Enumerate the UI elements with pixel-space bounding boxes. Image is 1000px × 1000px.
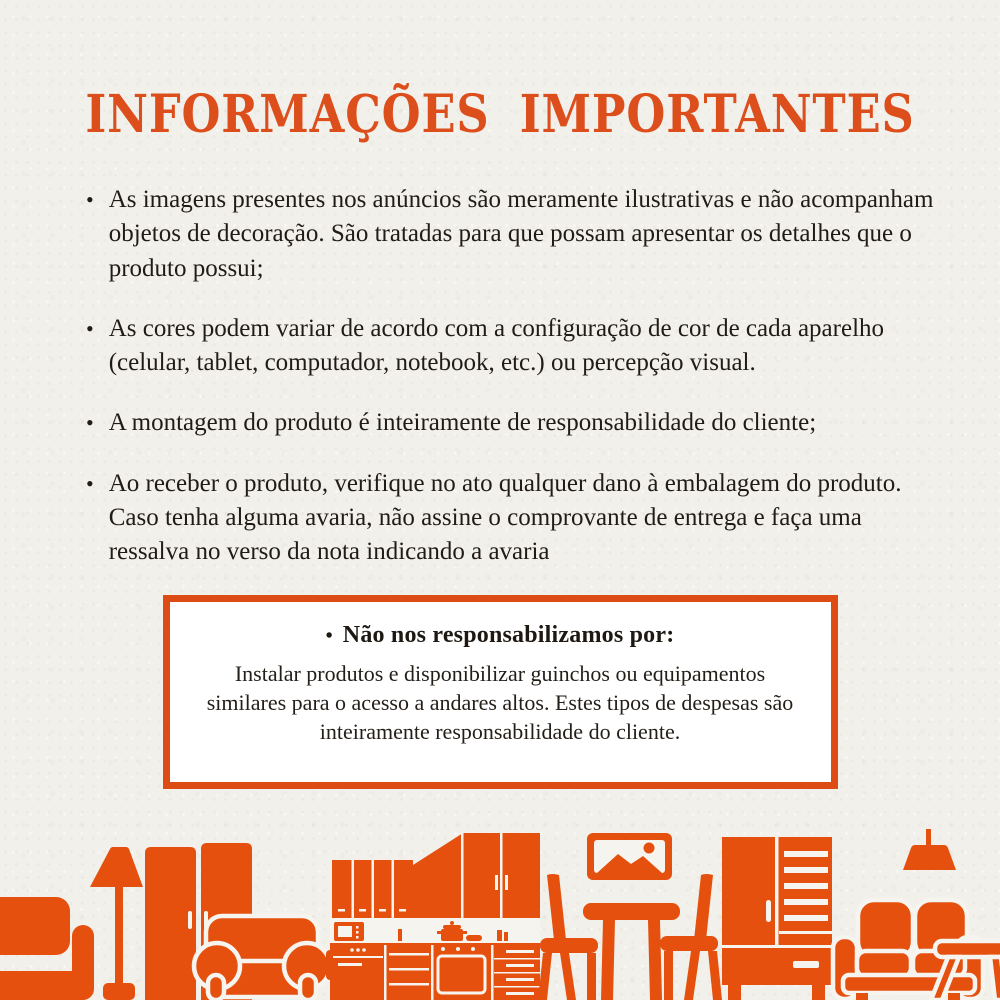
armchair-icon bbox=[194, 916, 330, 1000]
sofa-left-icon bbox=[0, 897, 94, 1000]
list-item bbox=[86, 312, 936, 381]
notice-heading bbox=[190, 622, 811, 649]
list-item bbox=[86, 183, 936, 286]
bullet-text: A montagem do produto é inteiramente de responsabilidade do cliente; bbox=[108, 409, 817, 437]
bullet-list bbox=[86, 183, 940, 569]
bullet-icon: • bbox=[86, 315, 94, 341]
bullet-text: As imagens presentes nos anúncios são meramente ilustrativas e não acompanham objetos de decoração. São tratadas para que possam apresentar os detalhes que o produto possui; bbox=[108, 186, 934, 282]
furniture-illustration bbox=[0, 825, 1000, 1000]
bullet-icon: • bbox=[86, 187, 94, 212]
list-item bbox=[86, 406, 936, 440]
kitchen-cabinets-icon bbox=[326, 833, 540, 1000]
bullet-icon: • bbox=[86, 410, 94, 436]
bullet-text: Ao receber o produto, verifique no ato qualquer dano à embalagem do produto. Caso tenha alguma avaria, não assine o comprovante de entrega e faça uma ressalva no verso da nota indicando a avaria bbox=[108, 469, 902, 565]
notice-body: Instalar produtos e disponibilizar guinchos ou equipamentos similares para o acesso a andares altos. Estes tipos de despesas são inteiramente responsabilidade do cliente. bbox=[206, 661, 794, 745]
dining-chair-right-icon bbox=[660, 874, 722, 1000]
bullet-text: As cores podem variar de acordo com a configuração de cor de cada aparelho (celular, tablet, computador, notebook, etc.) ou percepção visual. bbox=[108, 314, 885, 376]
bullet-icon: • bbox=[325, 625, 333, 648]
page-title: INFORMAÇÕES IMPORTANTES bbox=[85, 84, 915, 145]
pendant-lamp-icon bbox=[903, 829, 956, 870]
floor-lamp-icon bbox=[90, 847, 143, 1000]
list-item bbox=[86, 467, 936, 570]
tall-cabinet-icon bbox=[722, 837, 832, 1000]
picture-frame-icon bbox=[587, 833, 672, 880]
notice-heading-text: Não nos responsabilizamos por: bbox=[342, 622, 675, 649]
notice-box bbox=[163, 595, 838, 789]
bullet-icon: • bbox=[86, 470, 94, 496]
dining-chair-left-icon bbox=[538, 874, 598, 1000]
